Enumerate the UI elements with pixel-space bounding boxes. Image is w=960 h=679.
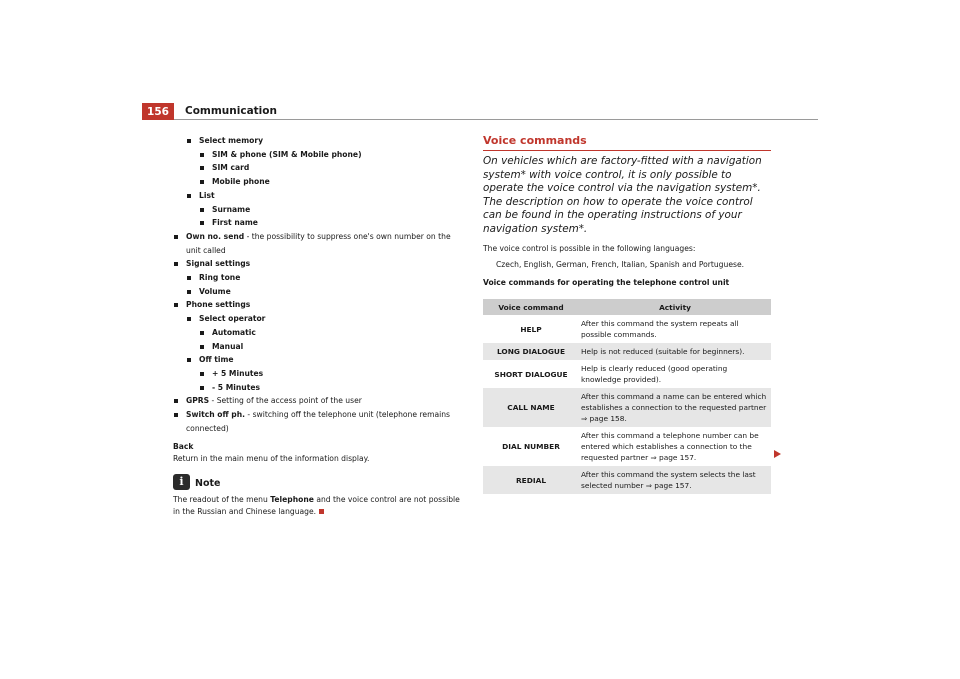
activity-cell: After this command a telephone number can be entered which establishes a connection to the requested partner ⇒ page 157. <box>581 431 759 462</box>
menu-item-label: Off time <box>199 355 234 365</box>
voice-commands-section <box>483 134 771 494</box>
column-header-command: Voice command <box>483 299 579 315</box>
note-title: Note <box>195 478 221 490</box>
menu-item-level-2 <box>173 161 465 175</box>
back-text: Return in the main menu of the information display. <box>173 454 370 464</box>
info-icon: i <box>173 474 190 490</box>
menu-item-level-1 <box>173 353 465 367</box>
menu-item-label: Mobile phone <box>212 177 270 187</box>
table-heading: Voice commands for operating the telephone control unit <box>483 278 730 287</box>
section-title: Voice commands <box>483 134 771 151</box>
menu-item-description: - the possibility to suppress one's own number on the unit called <box>186 231 451 255</box>
column-header-activity: Activity <box>579 299 771 315</box>
menu-item-label: Ring tone <box>199 273 241 283</box>
menu-item-level-0 <box>173 394 465 408</box>
menu-list <box>173 134 465 435</box>
menu-item-label: Own no. send <box>186 231 245 241</box>
menu-item-label: - 5 Minutes <box>212 382 260 392</box>
menu-item-level-2 <box>173 381 465 395</box>
activity-cell: After this command a name can be entered which establishes a connection to the requested partner ⇒ page 158. <box>579 388 771 427</box>
menu-item-label: Signal settings <box>186 259 251 269</box>
command-cell: SHORT DIALOGUE <box>494 369 568 379</box>
command-cell: HELP <box>520 324 542 334</box>
menu-item-level-2 <box>173 175 465 189</box>
page-title: Communication <box>185 105 277 117</box>
menu-item-label: First name <box>212 218 258 228</box>
command-cell: REDIAL <box>483 466 579 494</box>
table-row <box>483 427 771 466</box>
menu-item-label: Surname <box>212 204 251 214</box>
end-square-icon <box>319 509 324 514</box>
menu-item-level-2 <box>173 326 465 340</box>
menu-item-level-1 <box>173 312 465 326</box>
menu-item-level-2 <box>173 367 465 381</box>
menu-item-description: - switching off the telephone unit (telephone remains connected) <box>186 410 451 433</box>
menu-item-label: SIM card <box>212 163 250 173</box>
note-text-before: The readout of the menu <box>173 495 271 505</box>
menu-item-level-0 <box>173 230 465 257</box>
note-text-after: and the voice control are not possible in the Russian and Chinese language. <box>173 495 460 517</box>
menu-item-label: Volume <box>199 286 231 296</box>
menu-item-description: - Setting of the access point of the user <box>209 396 362 406</box>
note-header <box>173 474 465 494</box>
menu-item-label: Automatic <box>212 327 256 337</box>
menu-item-level-2 <box>173 148 465 162</box>
menu-item-label: + 5 Minutes <box>212 368 264 378</box>
note-text <box>173 494 465 518</box>
menu-structure-column <box>173 134 465 518</box>
menu-item-level-1 <box>173 285 465 299</box>
back-heading: Back <box>173 442 194 452</box>
continue-arrow-icon <box>774 450 781 458</box>
menu-item-level-1 <box>173 271 465 285</box>
table-row <box>483 388 771 427</box>
menu-item-label: Manual <box>212 341 244 351</box>
menu-item-label: Select operator <box>199 314 266 324</box>
command-cell: DIAL NUMBER <box>502 442 560 451</box>
activity-cell: Help is not reduced (suitable for beginners). <box>579 343 771 360</box>
menu-item-label: List <box>199 190 215 200</box>
menu-item-label: Phone settings <box>186 300 251 310</box>
command-cell: CALL NAME <box>483 388 579 427</box>
menu-item-level-2 <box>173 203 465 217</box>
table-header-row <box>483 299 771 315</box>
languages-intro: The voice control is possible in the following languages: <box>483 244 696 253</box>
menu-item-level-0 <box>173 298 465 312</box>
header-divider <box>174 119 818 120</box>
menu-item-label: SIM & phone (SIM & Mobile phone) <box>212 149 362 159</box>
activity-cell: Help is clearly reduced (good operating knowledge provided). <box>581 364 728 384</box>
table-row <box>483 315 771 343</box>
menu-item-level-1 <box>173 134 465 148</box>
voice-commands-table <box>483 299 771 494</box>
table-row <box>483 466 771 494</box>
table-row <box>483 343 771 360</box>
page-number: 156 <box>142 103 174 120</box>
menu-item-label: GPRS <box>186 396 210 406</box>
activity-cell: After this command the system selects the last selected number ⇒ page 157. <box>579 466 771 494</box>
menu-item-level-2 <box>173 340 465 354</box>
menu-item-level-0 <box>173 257 465 271</box>
intro-text: On vehicles which are factory-fitted with a navigation system* with voice control, it is only possible to operate the voice control via the navigation system*. The description on how to operate the voice control can be found in the operating instructions of your navigation system*. <box>483 155 762 235</box>
note-menu-name: Telephone <box>270 495 314 505</box>
menu-item-label: Switch off ph. <box>186 410 246 420</box>
command-cell: LONG DIALOGUE <box>483 343 579 360</box>
activity-cell: After this command the system repeats all possible commands. <box>581 319 739 339</box>
menu-item-label: Select memory <box>199 136 264 145</box>
languages-list: Czech, English, German, French, Italian, Spanish and Portuguese. <box>496 260 745 269</box>
table-row <box>483 360 771 388</box>
menu-item-level-1 <box>173 189 465 203</box>
menu-item-level-2 <box>173 216 465 230</box>
menu-item-level-0 <box>173 408 465 435</box>
